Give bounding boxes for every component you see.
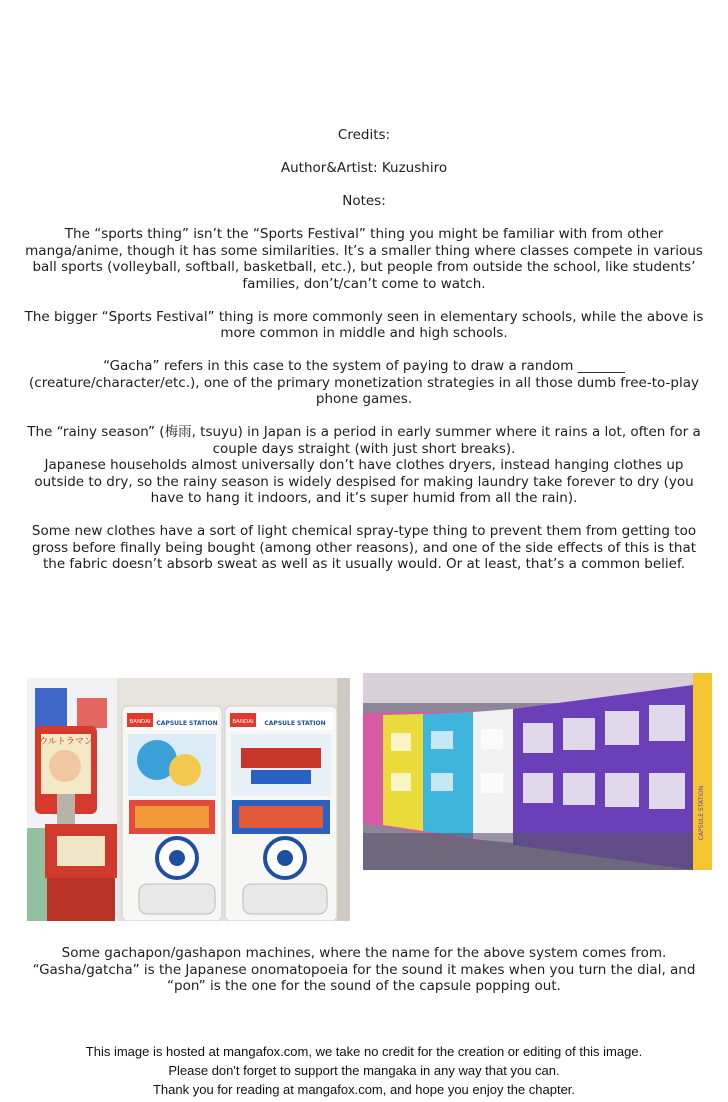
vintage-machine-label: ウルトラマン	[39, 737, 93, 747]
machine-brand-right: BANDAI	[232, 719, 254, 725]
footer-line-support: Please don't forget to support the mangaka in any way that you can.	[168, 1063, 560, 1078]
machine-label-left: CAPSULE STATION	[156, 720, 218, 727]
machine-label-right: CAPSULE STATION	[264, 720, 326, 727]
note-sports-thing: The “sports thing” isn’t the “Sports Festival” thing you might be familiar with from other manga/anime, though it has some similarities. It’s a smaller thing where classes compete in various ball sports (volleyball, softball, basketball, etc.), but people from outside the school, like students’ families, don’t/can’t come to watch.	[25, 226, 703, 292]
footer-line-hosted: This image is hosted at mangafox.com, we take no credit for the creation or editing of this image.	[85, 1044, 643, 1059]
hosting-footer	[14, 1042, 714, 1099]
note-gacha: “Gacha” refers in this case to the system of paying to draw a random _______ (creature/character/etc.), one of the primary monetization strategies in all those dumb free-to-play phone games.	[29, 358, 699, 407]
rack-label: CAPSULE STATION	[698, 785, 705, 841]
note-rainy-season: The “rainy season” (梅雨, tsuyu) in Japan is a period in early summer where it rains a lot, often for a couple days straight (with just short breaks). Japanese households almost universally don’t have clothes dryers, instead hanging clothes up outside to dry, so the rainy season is widely despised for making laundry take forever to dry (you have to hang it indoors, and it’s super humid from all the rain).	[27, 424, 701, 506]
machine-brand-left: BANDAI	[129, 719, 151, 725]
note-sports-festival: The bigger “Sports Festival” thing is more commonly seen in elementary schools, while the above is more common in middle and high schools.	[24, 308, 704, 341]
footer-line-thanks: Thank you for reading at mangafox.com, and hope you enjoy the chapter.	[152, 1082, 576, 1097]
capsule-machine-rows-photo	[363, 673, 712, 870]
author-artist: Author&Artist: Kuzushiro	[280, 160, 448, 176]
note-clothes-spray: Some new clothes have a sort of light chemical spray-type thing to prevent them from getting too gross before finally being bought (among other reasons), and one of the side effects of this is that the fabric doesn’t absorb sweat as well as it usually would. Or at least, that’s a common belief.	[31, 523, 697, 572]
translator-notes	[20, 127, 708, 573]
notes-heading: Notes:	[342, 193, 386, 209]
credits-heading: Credits:	[337, 127, 391, 143]
photo-caption: Some gachapon/gashapon machines, where the name for the above system comes from. “Gasha/gatcha” is the Japanese onomatopoeia for the sound it makes when you turn the dial, and “pon” is the one for the sound of the capsule popping out.	[32, 945, 696, 994]
gachapon-machines-photo	[27, 678, 350, 921]
